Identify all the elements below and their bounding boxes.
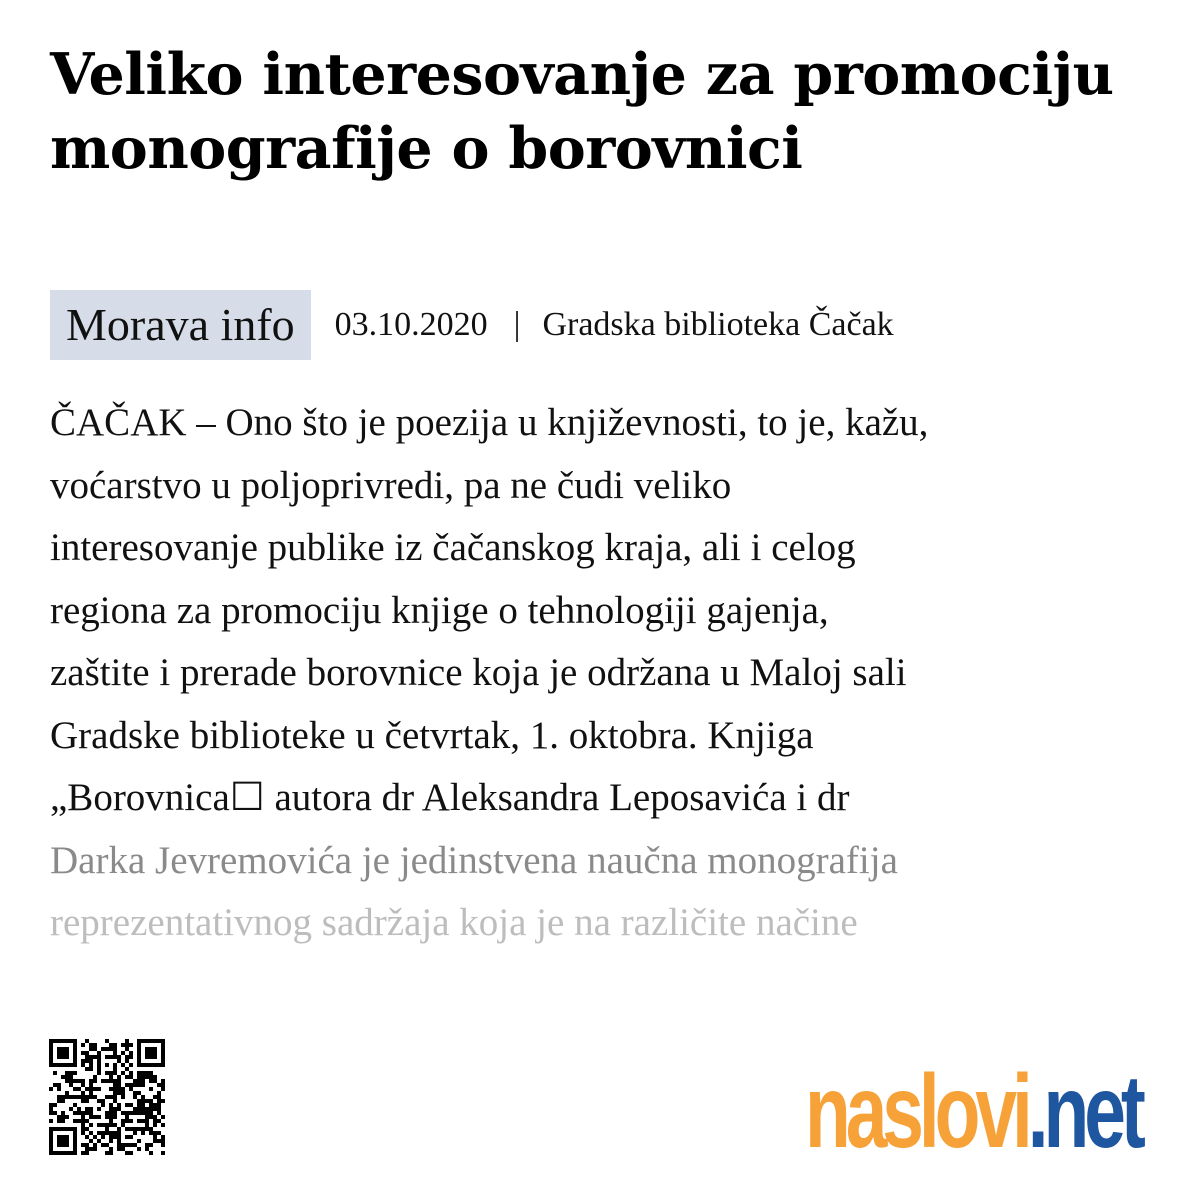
naslovi-net-logo[interactable] <box>805 1054 1141 1170</box>
qr-code-icon[interactable] <box>49 1039 165 1155</box>
logo-text-secondary: .net <box>1027 1054 1141 1170</box>
article-category[interactable]: Gradska biblioteka Čačak <box>542 306 894 343</box>
article-line: „Borovnica☐ autora dr Aleksandra Leposavića i dr <box>50 776 850 819</box>
article-line: voćarstvo u poljoprivredi, pa ne čudi veliko <box>50 463 732 507</box>
article-title: Veliko interesovanje za promociju monografije o borovnici <box>50 41 1114 182</box>
article-line: zaštite i prerade borovnice koja je održana u Maloj sali <box>50 651 907 694</box>
article-line: interesovanje publike iz čačanskog kraja, ali i celog <box>50 526 856 569</box>
article-line: ČAČAK – Ono što je poezija u književnosti, to je, kažu, <box>50 401 929 444</box>
article-line: Gradske biblioteke u četvrtak, 1. oktobra. Knjiga <box>50 713 814 757</box>
article-line-faded: reprezentativnog sadržaja koja je na različite načine <box>50 901 858 944</box>
article-line-faded: Darka Jevremovića je jedinstvena naučna monografija <box>50 838 898 882</box>
article-line: regiona za promociju knjige o tehnologiji gajenja, <box>50 588 829 632</box>
article-meta <box>50 290 894 360</box>
article-body <box>50 392 1160 962</box>
logo-text-primary: naslovi <box>805 1054 1028 1170</box>
source-badge[interactable]: Morava info <box>50 290 311 360</box>
article-date: 03.10.2020 <box>334 306 488 343</box>
meta-separator: | <box>513 306 521 343</box>
